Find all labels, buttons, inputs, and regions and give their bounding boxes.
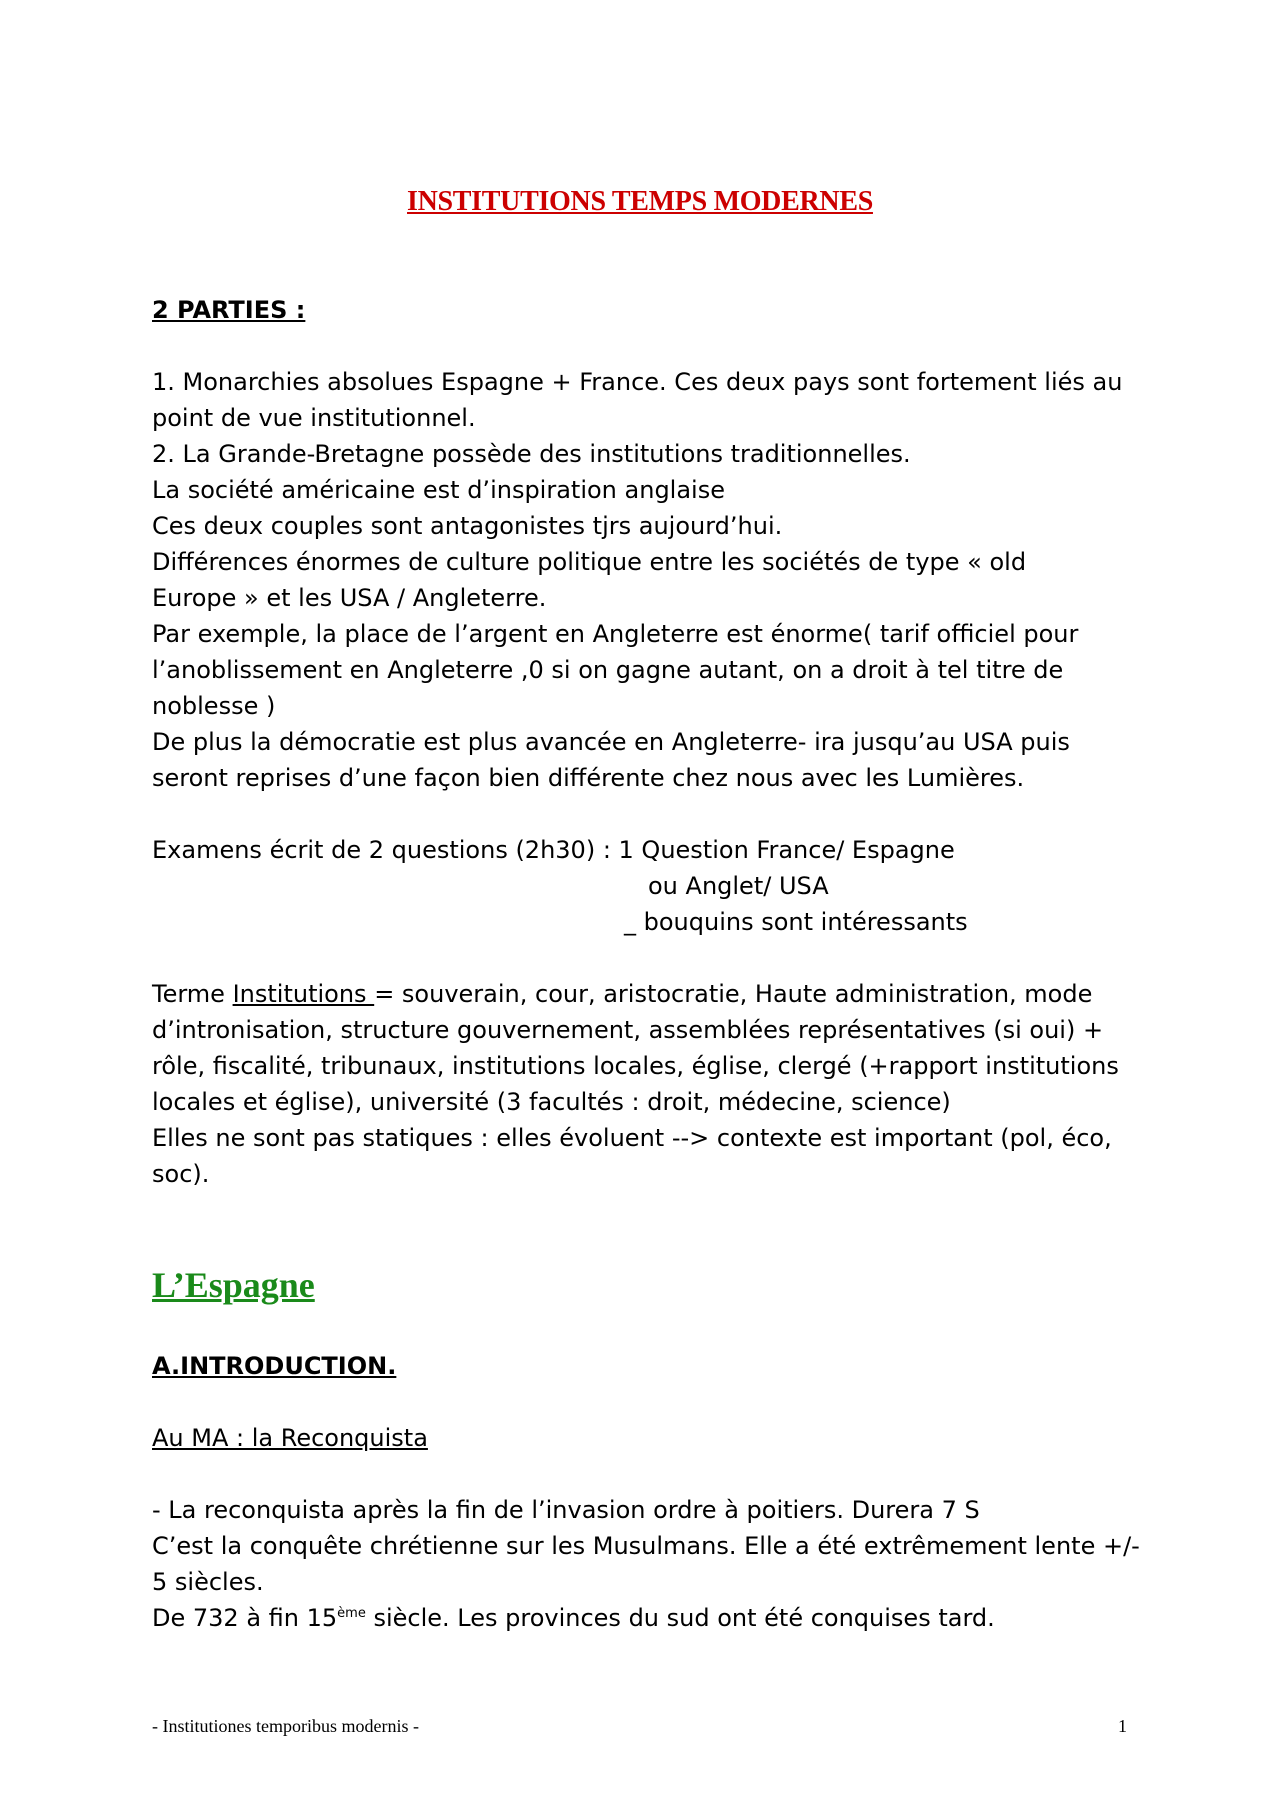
exam-line: _ bouquins sont intéressants [624, 908, 968, 936]
subsection-heading: A.INTRODUCTION. [152, 1352, 397, 1380]
text-line: d’intronisation, structure gouvernement, assemblées représentatives (si oui) + [152, 1016, 1104, 1044]
parties-heading: 2 PARTIES : [152, 296, 306, 324]
exam-line: ou Anglet/ USA [648, 872, 829, 900]
text-line: Par exemple, la place de l’argent en Angleterre est énorme( tarif officiel pour [152, 620, 1079, 648]
footer-text: - Institutiones temporibus modernis - [152, 1716, 419, 1736]
terme-rest: = souverain, cour, aristocratie, Haute administration, mode [374, 980, 1093, 1008]
text-line: Ces deux couples sont antagonistes tjrs aujourd’hui. [152, 512, 783, 540]
text-line: Europe » et les USA / Angleterre. [152, 584, 547, 612]
text-line: seront reprises d’une façon bien différente chez nous avec les Lumières. [152, 764, 1025, 792]
text-line: Elles ne sont pas statiques : elles évoluent --> contexte est important (pol, éco, [152, 1124, 1112, 1152]
text-line: 5 siècles. [152, 1568, 264, 1596]
text-line: 1. Monarchies absolues Espagne + France. Ces deux pays sont fortement liés au [152, 368, 1123, 396]
exam-line: Examens écrit de 2 questions (2h30) : 1 Question France/ Espagne [152, 836, 955, 864]
terme-underlined: Institutions [232, 980, 375, 1008]
section-heading: L’Espagne [152, 1265, 315, 1305]
text-line: De plus la démocratie est plus avancée en Angleterre- ira jusqu’au USA puis [152, 728, 1070, 756]
text-line: l’anoblissement en Angleterre ,0 si on gagne autant, on a droit à tel titre de [152, 656, 1064, 684]
terme-prefix: Terme [152, 980, 233, 1008]
text-line: locales et église), université (3 facultés : droit, médecine, science) [152, 1088, 951, 1116]
text-line: point de vue institutionnel. [152, 404, 476, 432]
last-line-after: siècle. Les provinces du sud ont été conquises tard. [365, 1604, 995, 1632]
superscript: ème [337, 1606, 366, 1621]
text-line: 2. La Grande-Bretagne possède des institutions traditionnelles. [152, 440, 911, 468]
page-title: INSTITUTIONS TEMPS MODERNES [407, 186, 873, 217]
text-line: rôle, fiscalité, tribunaux, institutions locales, église, clergé (+rapport institutions [152, 1052, 1119, 1080]
text-line [152, 976, 1092, 1012]
page-number: 1 [1118, 1716, 1127, 1736]
last-line-before: De 732 à fin 15 [152, 1604, 338, 1632]
text-line: noblesse ) [152, 692, 276, 720]
text-line: La société américaine est d’inspiration anglaise [152, 476, 725, 504]
text-line: - La reconquista après la fin de l’invasion ordre à poitiers. Durera 7 S [152, 1496, 980, 1524]
text-line: soc). [152, 1160, 210, 1188]
text-line: C’est la conquête chrétienne sur les Musulmans. Elle a été extrêmement lente +/- [152, 1532, 1140, 1560]
text-line [152, 1600, 995, 1636]
ma-heading: Au MA : la Reconquista [152, 1424, 428, 1452]
text-line: Différences énormes de culture politique entre les sociétés de type « old [152, 548, 1027, 576]
